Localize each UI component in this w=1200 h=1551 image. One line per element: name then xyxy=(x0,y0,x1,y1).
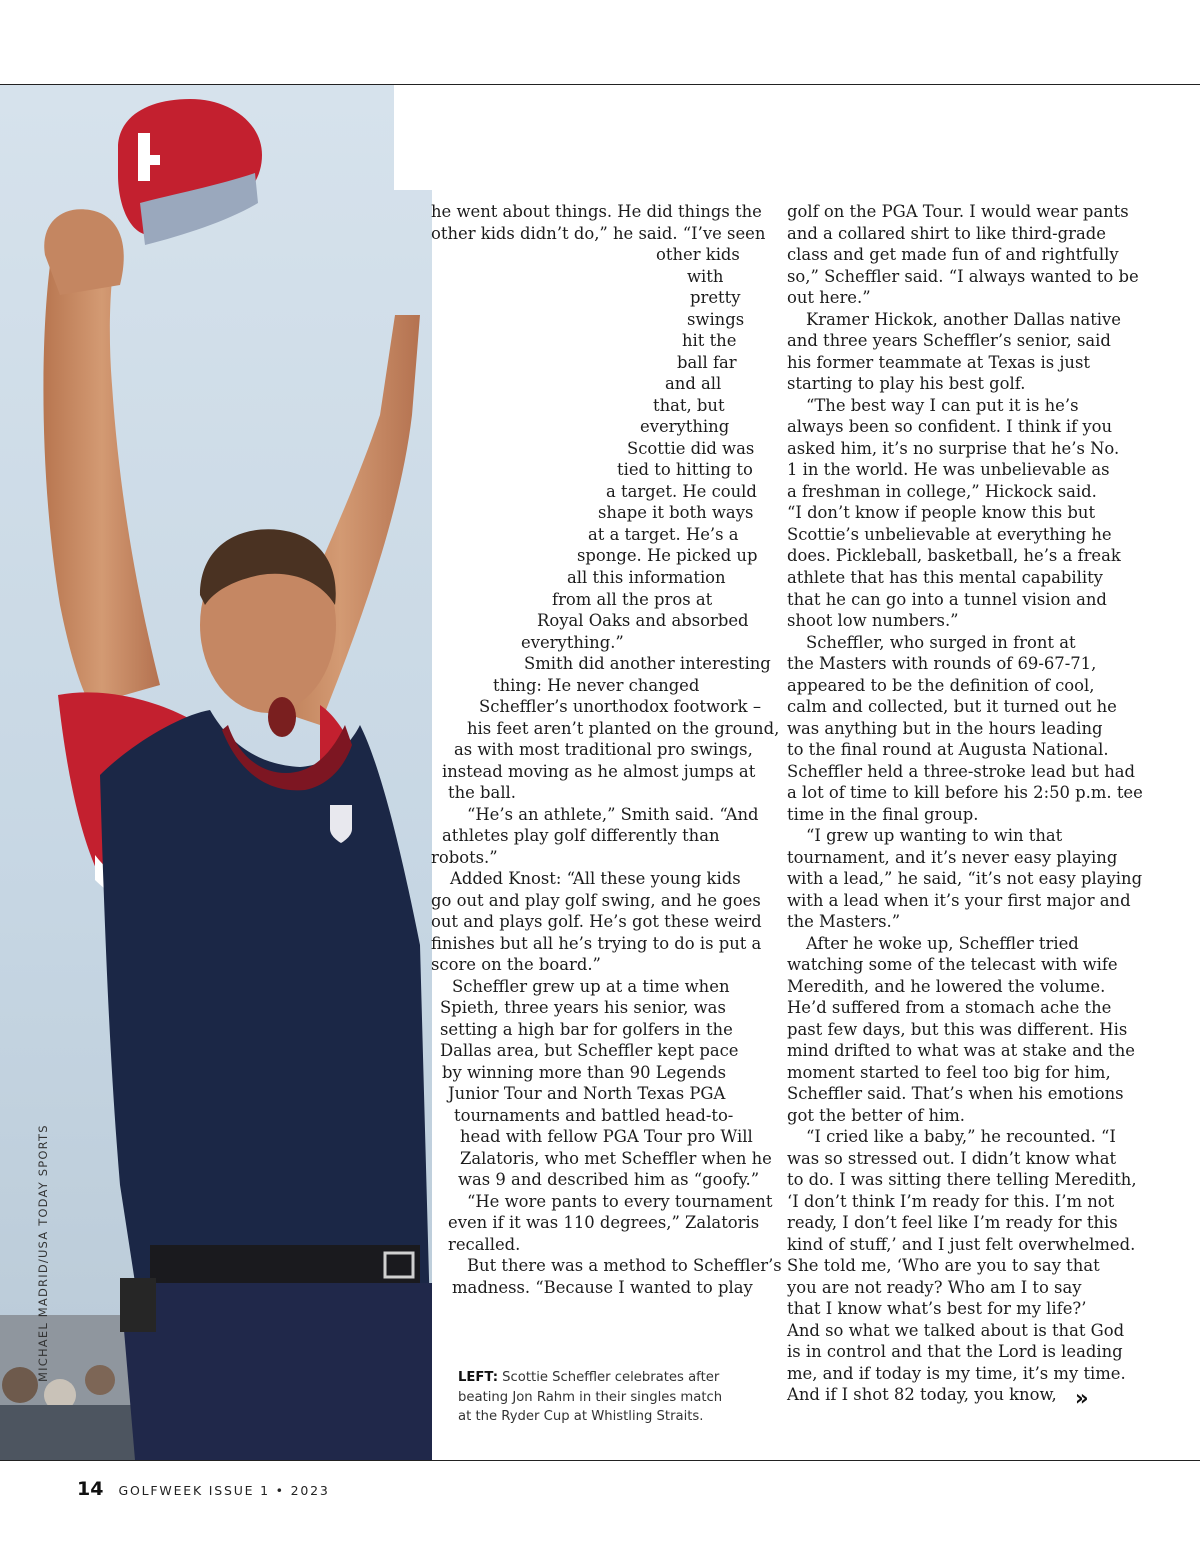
article-line: class and get made fun of and rightfully xyxy=(787,245,1119,264)
article-line: out here.” xyxy=(787,288,871,307)
article-line: with xyxy=(687,267,724,286)
article-line: he went about things. He did things the xyxy=(431,202,762,221)
article-line: ball far xyxy=(677,353,737,372)
golfer-celebration-illustration xyxy=(0,85,432,1460)
article-line: past few days, but this was different. His xyxy=(787,1020,1128,1039)
photo-caption xyxy=(458,1368,758,1427)
article-line: After he woke up, Scheffler tried xyxy=(806,934,1079,953)
article-line: He’d suffered from a stomach ache the xyxy=(787,998,1112,1017)
article-line: shape it both ways xyxy=(598,503,754,522)
article-line: head with fellow PGA Tour pro Will xyxy=(460,1127,753,1146)
article-line: hit the xyxy=(682,331,737,350)
publication-name: GOLFWEEK ISSUE 1 • 2023 xyxy=(118,1483,330,1498)
article-line: kind of stuff,’ and I just felt overwhelmed. xyxy=(787,1235,1136,1254)
caption-line: Scottie Scheffler celebrates after xyxy=(502,1370,720,1385)
article-line: “I don’t know if people know this but xyxy=(787,503,1096,522)
article-line: and three years Scheffler’s senior, said xyxy=(787,331,1111,350)
article-line: got the better of him. xyxy=(787,1106,966,1125)
article-line: score on the board.” xyxy=(431,955,601,974)
article-line: Scheffler held a three-stroke lead but had xyxy=(787,762,1136,781)
article-line: swings xyxy=(687,310,745,329)
page-number: 14 xyxy=(77,1478,104,1500)
article-line: mind drifted to what was at stake and the xyxy=(787,1041,1135,1060)
photo-cutout xyxy=(394,85,434,190)
article-line: appeared to be the definition of cool, xyxy=(787,676,1095,695)
article-line: thing: He never changed xyxy=(493,676,700,695)
article-line: always been so confident. I think if you xyxy=(787,417,1113,436)
article-line: watching some of the telecast with wife xyxy=(787,955,1118,974)
article-line: Smith did another interesting xyxy=(524,654,771,673)
article-line: She told me, ‘Who are you to say that xyxy=(787,1256,1100,1275)
article-line: from all the pros at xyxy=(552,590,713,609)
article-line: “He’s an athlete,” Smith said. “And xyxy=(467,805,759,824)
photo-credit: MICHAEL MADRID/USA TODAY SPORTS xyxy=(36,1124,50,1382)
article-line: instead moving as he almost jumps at xyxy=(442,762,756,781)
article-line: a target. He could xyxy=(606,482,757,501)
article-line: Scottie’s unbelievable at everything he xyxy=(787,525,1112,544)
article-line: me, and if today is my time, it’s my time. xyxy=(787,1364,1126,1383)
article-line: go out and play golf swing, and he goes xyxy=(431,891,761,910)
article-line: ‘I don’t think I’m ready for this. I’m not xyxy=(787,1192,1115,1211)
article-line: that, but xyxy=(653,396,725,415)
article-line: that he can go into a tunnel vision and xyxy=(787,590,1107,609)
article-line: his feet aren’t planted on the ground, xyxy=(467,719,780,738)
article-line: tournaments and battled head-to- xyxy=(454,1106,734,1125)
article-line: setting a high bar for golfers in the xyxy=(440,1020,733,1039)
article-line: as with most traditional pro swings, xyxy=(454,740,753,759)
article-line: even if it was 110 degrees,” Zalatoris xyxy=(448,1213,760,1232)
caption-line: at the Ryder Cup at Whistling Straits. xyxy=(458,1409,704,1424)
article-line: the ball. xyxy=(448,783,517,802)
article-line: And so what we talked about is that God xyxy=(787,1321,1125,1340)
article-line: Spieth, three years his senior, was xyxy=(440,998,726,1017)
article-line: athletes play golf differently than xyxy=(442,826,720,845)
article-line: 1 in the world. He was unbelievable as xyxy=(787,460,1110,479)
article-photo xyxy=(0,85,432,1460)
article-line: robots.” xyxy=(431,848,498,867)
article-line: the Masters.” xyxy=(787,912,901,931)
caption-line: beating Jon Rahm in their singles match xyxy=(458,1389,723,1405)
article-line: Royal Oaks and absorbed xyxy=(537,611,749,630)
page-footer xyxy=(77,1478,330,1500)
article-line: and a collared shirt to like third-grade xyxy=(787,224,1106,243)
article-line: sponge. He picked up xyxy=(577,546,758,565)
article-line: tied to hitting to xyxy=(617,460,753,479)
article-line: you are not ready? Who am I to say xyxy=(787,1278,1082,1297)
article-line: starting to play his best golf. xyxy=(787,374,1026,393)
article-line: and all xyxy=(665,374,722,393)
article-line: with a lead,” he said, “it’s not easy playing xyxy=(787,869,1143,888)
article-line: finishes but all he’s trying to do is put a xyxy=(431,934,762,953)
article-line: Junior Tour and North Texas PGA xyxy=(448,1084,726,1103)
article-line: by winning more than 90 Legends xyxy=(442,1063,726,1082)
article-line: asked him, it’s no surprise that he’s No. xyxy=(787,439,1120,458)
article-line: other kids xyxy=(656,245,740,264)
article-line: calm and collected, but it turned out he xyxy=(787,697,1117,716)
article-line: golf on the PGA Tour. I would wear pants xyxy=(787,202,1129,221)
article-line: was so stressed out. I didn’t know what xyxy=(787,1149,1117,1168)
article-line: at a target. He’s a xyxy=(588,525,739,544)
caption-label: LEFT: xyxy=(458,1370,498,1385)
article-line: Scheffler, who surged in front at xyxy=(806,633,1076,652)
article-line: “The best way I can put it is he’s xyxy=(806,396,1079,415)
article-line: was 9 and described him as “goofy.” xyxy=(458,1170,760,1189)
article-line: “He wore pants to every tournament xyxy=(467,1192,773,1211)
article-line: was anything but in the hours leading xyxy=(787,719,1103,738)
article-line: everything.” xyxy=(521,633,624,652)
article-line: athlete that has this mental capability xyxy=(787,568,1103,587)
article-line: Scottie did was xyxy=(627,439,755,458)
article-line: recalled. xyxy=(448,1235,521,1254)
article-line: ready, I don’t feel like I’m ready for this xyxy=(787,1213,1118,1232)
article-line: moment started to feel too big for him, xyxy=(787,1063,1111,1082)
article-line: But there was a method to Scheffler’s xyxy=(467,1256,782,1275)
article-line: is in control and that the Lord is leading xyxy=(787,1342,1123,1361)
continue-arrow-icon: » xyxy=(1075,1386,1089,1410)
article-line: so,” Scheffler said. “I always wanted to be xyxy=(787,267,1139,286)
article-line: “I grew up wanting to win that xyxy=(806,826,1063,845)
article-line: all this information xyxy=(567,568,726,587)
article-line: “I cried like a baby,” he recounted. “I xyxy=(806,1127,1116,1146)
article-line: out and plays golf. He’s got these weird xyxy=(431,912,762,931)
article-line: the Masters with rounds of 69-67-71, xyxy=(787,654,1097,673)
article-line: time in the final group. xyxy=(787,805,979,824)
article-line: that I know what’s best for my life?’ xyxy=(787,1299,1087,1318)
article-line: to do. I was sitting there telling Meredith, xyxy=(787,1170,1137,1189)
bottom-rule xyxy=(0,1460,1200,1461)
article-line: And if I shot 82 today, you know, xyxy=(787,1385,1057,1404)
article-line: his former teammate at Texas is just xyxy=(787,353,1090,372)
article-line: tournament, and it’s never easy playing xyxy=(787,848,1118,867)
article-line: madness. “Because I wanted to play xyxy=(452,1278,753,1297)
article-line: shoot low numbers.” xyxy=(787,611,959,630)
article-line: a freshman in college,” Hickock said. xyxy=(787,482,1097,501)
article-line: Scheffler grew up at a time when xyxy=(452,977,730,996)
article-line: a lot of time to kill before his 2:50 p.m. tee xyxy=(787,783,1143,802)
article-line: Scheffler’s unorthodox footwork – xyxy=(479,697,762,716)
article-line: does. Pickleball, basketball, he’s a freak xyxy=(787,546,1121,565)
article-line: everything xyxy=(640,417,730,436)
article-line: pretty xyxy=(690,288,741,307)
article-line: Scheffler said. That’s when his emotions xyxy=(787,1084,1124,1103)
article-line: to the final round at Augusta National. xyxy=(787,740,1109,759)
article-line: other kids didn’t do,” he said. “I’ve seen xyxy=(431,224,766,243)
article-line: Zalatoris, who met Scheffler when he xyxy=(460,1149,772,1168)
article-line: Added Knost: “All these young kids xyxy=(450,869,741,888)
article-line: with a lead when it’s your first major and xyxy=(787,891,1131,910)
article-line: Meredith, and he lowered the volume. xyxy=(787,977,1106,996)
article-line: Kramer Hickok, another Dallas native xyxy=(806,310,1121,329)
article-line: Dallas area, but Scheffler kept pace xyxy=(440,1041,739,1060)
